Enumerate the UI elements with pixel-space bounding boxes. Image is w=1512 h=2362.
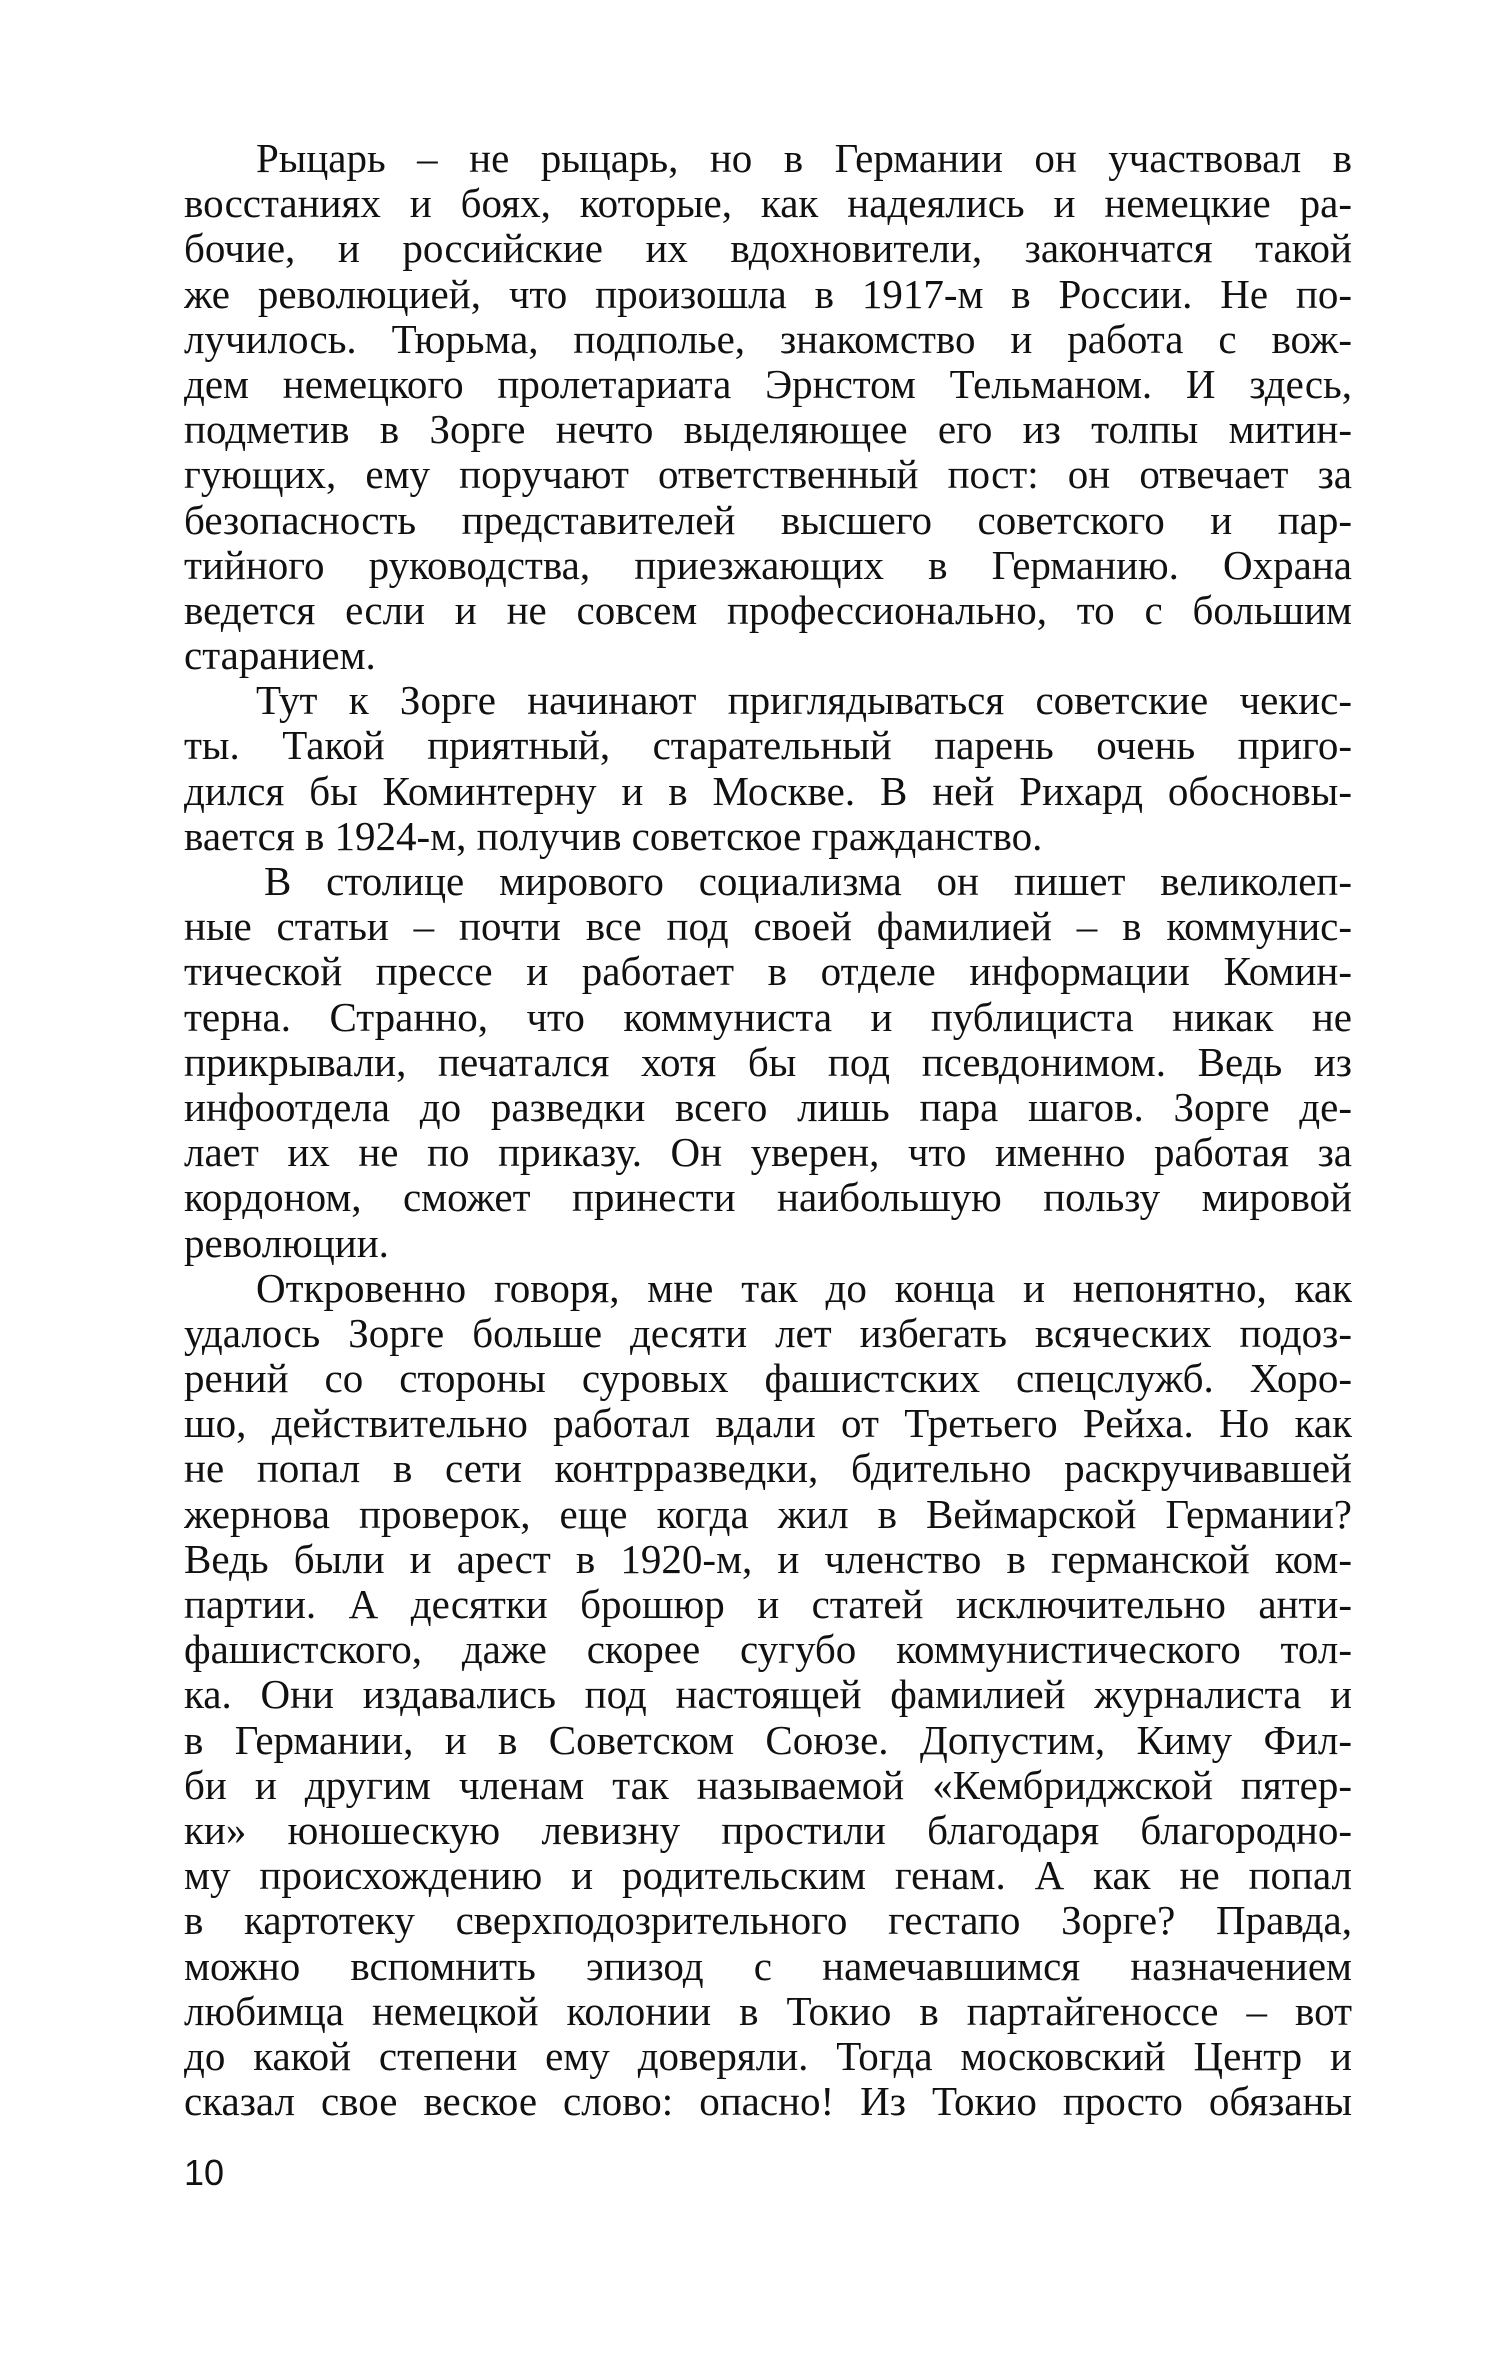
text-line: би и другим членам так называемой «Кембриджской пятер-: [184, 1762, 1352, 1808]
text-line: до какой степени ему доверяли. Тогда московский Центр и: [184, 2033, 1352, 2079]
text-line: подметив в Зорге нечто выделяющее его из толпы митин-: [184, 407, 1352, 453]
text-line: старанием.: [184, 633, 376, 679]
text-line: ты. Такой приятный, старательный парень очень приго-: [184, 723, 1352, 769]
text-line: бочие, и российские их вдохновители, закончатся такой: [184, 226, 1352, 272]
paragraph: [184, 136, 1352, 678]
text-line: терна. Странно, что коммуниста и публициста никак не: [184, 994, 1352, 1040]
text-line: му происхождению и родительским генам. А как не попал: [184, 1853, 1352, 1899]
text-line: дем немецкого пролетариата Эрнстом Тельманом. И здесь,: [184, 361, 1352, 407]
page-body: [184, 136, 1352, 2124]
text-line: революции.: [184, 1220, 389, 1266]
text-line: рений со стороны суровых фашистских спецслужб. Хоро-: [184, 1356, 1352, 1402]
text-line: прикрывали, печатался хотя бы под псевдонимом. Ведь из: [184, 1039, 1352, 1085]
paragraph: [184, 678, 1352, 859]
text-line: в Германии, и в Советском Союзе. Допустим, Киму Фил-: [184, 1717, 1352, 1763]
text-line: жернова проверок, еще когда жил в Веймарской Германии?: [184, 1491, 1352, 1537]
text-line: гующих, ему поручают ответственный пост: он отвечает за: [184, 452, 1352, 498]
text-line: ки» юношескую левизну простили благодаря благородно-: [184, 1807, 1352, 1853]
text-line: не попал в сети контрразведки, бдительно раскручивавшей: [184, 1446, 1352, 1492]
text-line: инфоотдела до разведки всего лишь пара шагов. Зорге де-: [184, 1084, 1352, 1130]
text-line: кордоном, сможет принести наибольшую пользу мировой: [184, 1175, 1352, 1221]
text-line: безопасность представителей высшего советского и пар-: [184, 497, 1352, 543]
text-line: дился бы Коминтерну и в Москве. В ней Рихард обосновы-: [184, 768, 1352, 814]
text-line: Откровенно говоря, мне так до конца и непонятно, как: [256, 1265, 1352, 1311]
text-line: можно вспомнить эпизод с намечавшимся назначением: [184, 1943, 1352, 1989]
text-line: тийного руководства, приезжающих в Германию. Охрана: [184, 542, 1352, 588]
text-line: В столице мирового социализма он пишет великолеп-: [264, 859, 1352, 904]
text-line: лает их не по приказу. Он уверен, что именно работая за: [184, 1130, 1352, 1176]
text-line: любимца немецкой колонии в Токио в партайгеноссе – вот: [184, 1988, 1352, 2034]
text-line: сказал свое веское слово: опасно! Из Токио просто обязаны: [184, 2079, 1352, 2125]
text-line: Тут к Зорге начинают приглядываться советские чекис-: [256, 678, 1352, 724]
text-line: ведется если и не совсем профессионально, то с большим: [184, 587, 1352, 633]
text-line: партии. А десятки брошюр и статей исключительно анти-: [184, 1582, 1352, 1627]
text-line: же революцией, что произошла в 1917-м в России. Не по-: [184, 271, 1352, 317]
text-line: восстаниях и боях, которые, как надеялись и немецкие ра-: [184, 181, 1352, 227]
text-line: ные статьи – почти все под своей фамилией – в коммунис-: [184, 904, 1352, 950]
text-line: шо, действительно работал вдали от Третьего Рейха. Но как: [184, 1401, 1352, 1447]
text-line: тической прессе и работает в отделе информации Комин-: [184, 949, 1352, 995]
text-line: Ведь были и арест в 1920-м, и членство в германской ком-: [184, 1536, 1352, 1582]
text-line: удалось Зорге больше десяти лет избегать всяческих подоз-: [184, 1310, 1352, 1356]
text-line: вается в 1924-м, получив советское гражданство.: [184, 813, 1043, 859]
paragraph: [184, 859, 1352, 1266]
text-line: ка. Они издавались под настоящей фамилией журналиста и: [184, 1672, 1352, 1718]
text-line: в картотеку сверхподозрительного гестапо Зорге? Правда,: [184, 1898, 1352, 1944]
text-line: лучилось. Тюрьма, подполье, знакомство и работа с вож-: [184, 316, 1352, 362]
text-line: Рыцарь – не рыцарь, но в Германии он участвовал в: [256, 136, 1352, 181]
text-line: фашистского, даже скорее сугубо коммунистического тол-: [184, 1627, 1352, 1673]
paragraph: [184, 1266, 1352, 2125]
page-number: 10: [184, 2152, 225, 2193]
